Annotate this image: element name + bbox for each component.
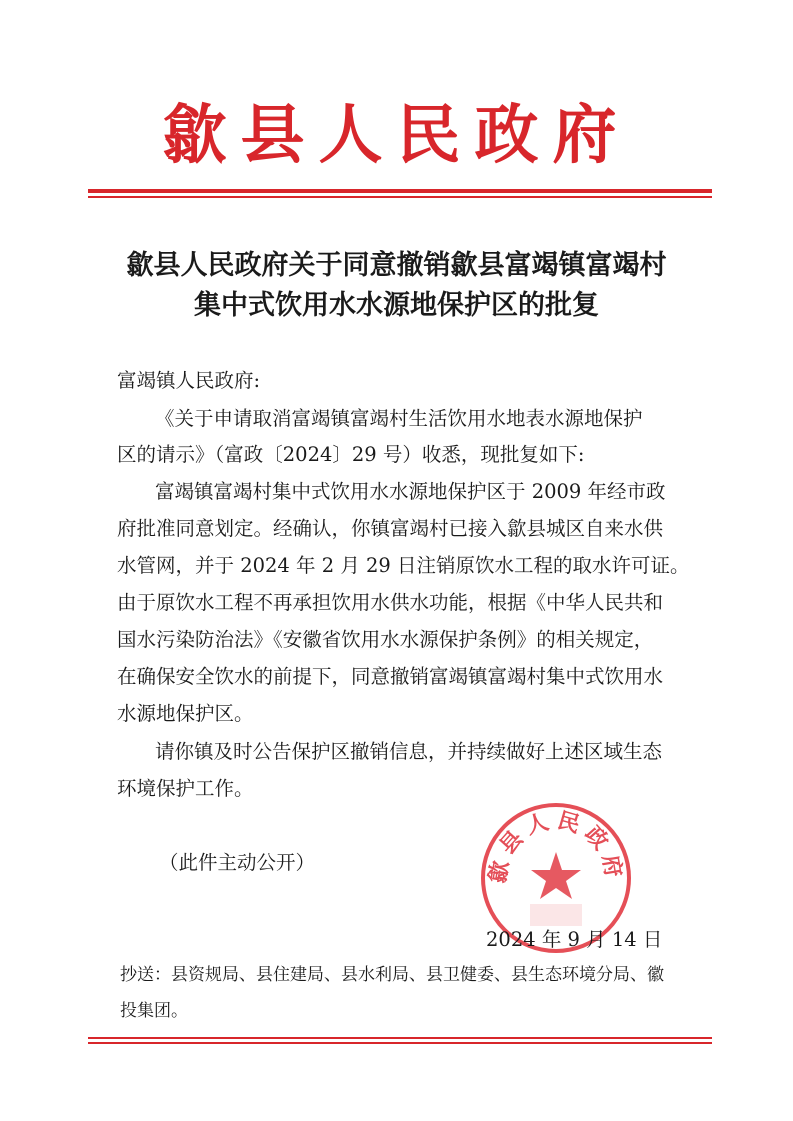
paragraph-2-line: 在确保安全饮水的前提下，同意撤销富竭镇富竭村集中式饮用水: [117, 665, 664, 688]
paragraph-1-line: 《关于申请取消富竭镇富竭村生活饮用水地表水源地保护: [155, 407, 643, 430]
footer-rule-thin: [88, 1042, 712, 1044]
header-rule-thin: [88, 196, 712, 198]
public-disclosure-note: （此件主动公开）: [159, 851, 316, 874]
document-header-org-name: 歙县人民政府: [162, 98, 631, 173]
paragraph-2-line: 富竭镇富竭村集中式饮用水水源地保护区于 2009 年经市政: [155, 480, 666, 503]
paragraph-2-line: 国水污染防治法》《安徽省饮用水水源保护条例》的相关规定，: [117, 628, 654, 651]
footer-rule-thin: [88, 1037, 712, 1039]
document-title-line-1: 歙县人民政府关于同意撤销歙县富竭镇富竭村: [126, 250, 667, 281]
addressee: 富竭镇人民政府:: [117, 369, 261, 392]
paragraph-2-line: 水管网，并于 2024 年 2 月 29 日注销原饮水工程的取水许可证。: [117, 554, 690, 577]
cc-line: 投集团。: [120, 1001, 188, 1021]
paragraph-3-line: 环境保护工作。: [117, 777, 254, 800]
document-title-line-2: 集中式饮用水水源地保护区的批复: [194, 290, 599, 321]
seal-text: 歙县人民政府: [484, 807, 628, 886]
paragraph-2-line: 由于原饮水工程不再承担饮用水供水功能，根据《中华人民共和: [117, 591, 664, 614]
paragraph-3-line: 请你镇及时公告保护区撤销信息，并持续做好上述区域生态: [155, 740, 663, 763]
header-rule-thick: [88, 189, 712, 193]
paragraph-1-line: 区的请示》（富政〔2024〕29 号）收悉，现批复如下:: [117, 443, 585, 466]
issue-date: 2024 年 9 月 14 日: [486, 928, 663, 951]
paragraph-2-line: 府批准同意划定。经确认，你镇富竭村已接入歙县城区自来水供: [117, 517, 664, 540]
paragraph-2-line: 水源地保护区。: [117, 702, 254, 725]
cc-line: 抄送：县资规局、县住建局、县水利局、县卫健委、县生态环境分局、徽: [120, 965, 664, 985]
